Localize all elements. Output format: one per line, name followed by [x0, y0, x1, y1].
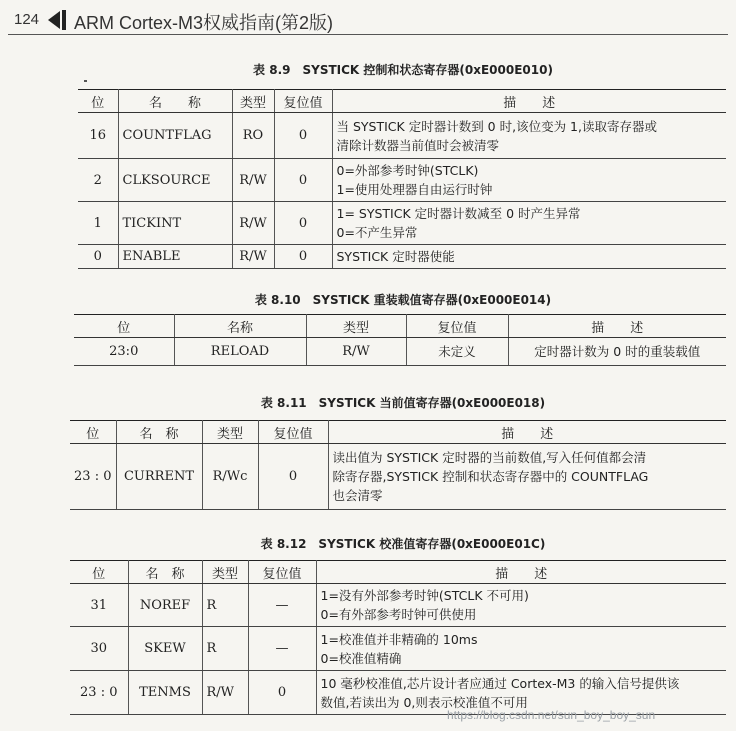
table-row: [78, 159, 726, 202]
type-cell: R/W: [232, 159, 274, 202]
table-row: [74, 338, 726, 366]
desc-line: 读出值为 SYSTICK 定时器的当前数值,写入任何值都会清: [332, 450, 647, 465]
col-header: 描 述: [328, 421, 726, 444]
desc-line: 0=校准值精确: [320, 650, 402, 666]
desc-line: 也会清零: [332, 488, 383, 503]
stray-dot-mark: [84, 80, 87, 82]
table-8-11: [70, 420, 726, 510]
table-8-9: [78, 89, 726, 269]
name-cell: SKEW: [128, 627, 202, 671]
name-cell: TENMS: [128, 671, 202, 715]
type-cell: R/W: [232, 245, 274, 269]
bit-cell: 30: [70, 627, 128, 671]
col-header: 描 述: [508, 315, 726, 338]
desc-cell: [316, 584, 726, 627]
col-header: 类型: [202, 561, 248, 584]
col-header: 名 称: [128, 561, 202, 584]
table-8-9-caption: 表 8.9 SYSTICK 控制和状态寄存器(0xE000E010): [253, 63, 553, 77]
desc-cell: [328, 444, 726, 510]
table-row: [78, 245, 726, 269]
col-header: 位: [70, 421, 116, 444]
col-header: 描 述: [332, 90, 726, 113]
col-header: 位: [78, 90, 118, 113]
bit-cell: 23 : 0: [70, 444, 116, 510]
name-cell: RELOAD: [174, 338, 306, 366]
desc-cell: [316, 627, 726, 671]
type-cell: R/W: [306, 338, 406, 366]
table-row: [70, 584, 726, 627]
desc-line: 当 SYSTICK 定时器计数到 0 时,该位变为 1,读取寄存器或: [336, 118, 657, 134]
desc-cell: SYSTICK 定时器使能: [332, 245, 726, 269]
name-cell: CLKSOURCE: [118, 159, 232, 202]
desc-line: 除寄存器,SYSTICK 控制和状态寄存器中的 COUNTFLAG: [332, 469, 649, 484]
table-header-row: [74, 315, 726, 338]
col-header: 位: [74, 315, 174, 338]
name-cell: CURRENT: [116, 444, 202, 510]
header-bar-mark: [62, 10, 66, 30]
page-header: [8, 6, 728, 35]
desc-line: 0=不产生异常: [336, 225, 418, 240]
type-cell: R: [202, 584, 248, 627]
watermark-url: https://blog.csdn.net/sun_boy_boy_sun: [447, 708, 656, 722]
table-row: [70, 444, 726, 510]
name-cell: ENABLE: [118, 245, 232, 269]
table-header-row: [70, 421, 726, 444]
bit-cell: 1: [78, 202, 118, 245]
col-header: 名 称: [116, 421, 202, 444]
name-cell: COUNTFLAG: [118, 113, 232, 159]
desc-line: 1=使用处理器自由运行时钟: [336, 182, 493, 197]
col-header: 复位值: [258, 421, 328, 444]
table-header-row: [78, 90, 726, 113]
reset-cell: 未定义: [406, 338, 508, 366]
col-header: 复位值: [406, 315, 508, 338]
desc-line: 10 毫秒校准值,芯片设计者应通过 Cortex-M3 的输入信号提供该: [320, 675, 680, 691]
table-8-12: [70, 560, 726, 715]
table-header-row: [70, 561, 726, 584]
table-row: [78, 202, 726, 245]
desc-line: 0=外部参考时钟(STCLK): [336, 163, 479, 178]
table-row: [78, 113, 726, 159]
col-header: 类型: [306, 315, 406, 338]
bit-cell: 31: [70, 584, 128, 627]
desc-cell: [332, 113, 726, 159]
col-header: 名 称: [118, 90, 232, 113]
book-title: ARM Cortex-M3权威指南(第2版): [74, 13, 334, 33]
desc-line: 清除计数器当前值时会被清零: [336, 137, 500, 153]
type-cell: R/W: [232, 202, 274, 245]
reset-cell: 0: [274, 245, 332, 269]
col-header: 类型: [232, 90, 274, 113]
reset-cell: 0: [274, 159, 332, 202]
bit-cell: 2: [78, 159, 118, 202]
bit-cell: 16: [78, 113, 118, 159]
col-header: 描 述: [316, 561, 726, 584]
type-cell: RO: [232, 113, 274, 159]
reset-cell: 0: [248, 671, 316, 715]
bit-cell: 0: [78, 245, 118, 269]
bit-cell: 23:0: [74, 338, 174, 366]
type-cell: R/Wc: [202, 444, 258, 510]
desc-cell: [332, 202, 726, 245]
desc-cell: [332, 159, 726, 202]
desc-line: 0=有外部参考时钟可供使用: [320, 607, 477, 622]
reset-cell: 0: [274, 202, 332, 245]
col-header: 复位值: [248, 561, 316, 584]
col-header: 位: [70, 561, 128, 584]
desc-line: 1= SYSTICK 定时器计数减至 0 时产生异常: [336, 206, 581, 221]
page-number: 124: [14, 11, 40, 28]
name-cell: NOREF: [128, 584, 202, 627]
desc-cell: 定时器计数为 0 时的重装载值: [508, 338, 726, 366]
desc-line: 1=校准值并非精确的 10ms: [320, 631, 478, 647]
table-row: [70, 627, 726, 671]
table-8-10: [74, 314, 726, 366]
reset-cell: —: [248, 584, 316, 627]
reset-cell: 0: [274, 113, 332, 159]
reset-cell: —: [248, 627, 316, 671]
reset-cell: 0: [258, 444, 328, 510]
col-header: 类型: [202, 421, 258, 444]
bit-cell: 23 : 0: [70, 671, 128, 715]
desc-line: 数值,若读出为 0,则表示校准值不可用: [320, 694, 528, 710]
col-header: 名称: [174, 315, 306, 338]
table-8-10-caption: 表 8.10 SYSTICK 重装载值寄存器(0xE000E014): [254, 293, 552, 307]
table-8-12-caption: 表 8.12 SYSTICK 校准值寄存器(0xE000E01C): [260, 537, 546, 551]
type-cell: R: [202, 627, 248, 671]
desc-line: 1=没有外部参考时钟(STCLK 不可用): [320, 588, 529, 603]
arrow-left-icon: [48, 11, 60, 29]
name-cell: TICKINT: [118, 202, 232, 245]
table-8-11-caption: 表 8.11 SYSTICK 当前值寄存器(0xE000E018): [260, 396, 546, 410]
col-header: 复位值: [274, 90, 332, 113]
type-cell: R/W: [202, 671, 248, 715]
